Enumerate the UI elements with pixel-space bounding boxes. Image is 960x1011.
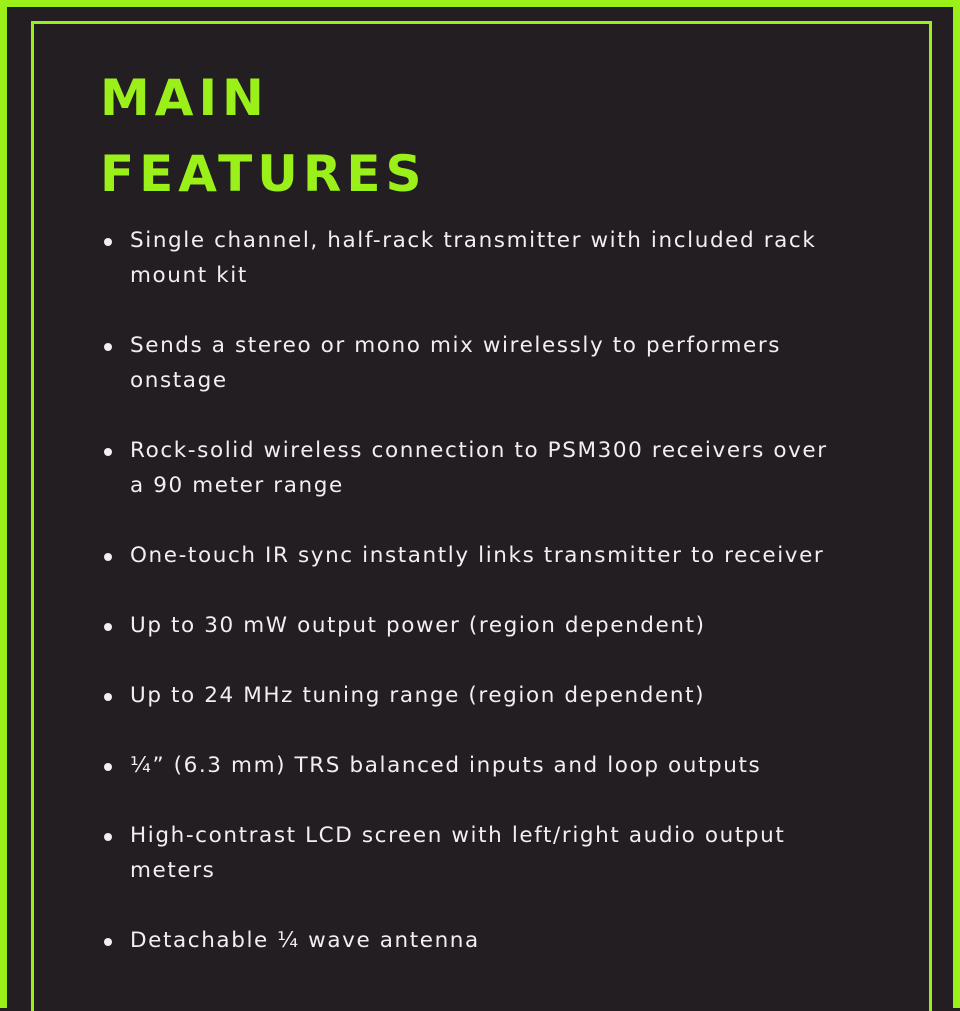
bullet-icon <box>104 343 112 351</box>
bullet-icon <box>104 938 112 946</box>
bullet-icon <box>104 448 112 456</box>
feature-text: One-touch IR sync instantly links transmitter to receiver <box>130 543 825 568</box>
list-item <box>104 223 844 293</box>
bullet-icon <box>104 553 112 561</box>
list-item <box>104 923 844 958</box>
feature-text: Sends a stereo or mono mix wirelessly to performers onstage <box>130 333 782 393</box>
list-item <box>104 678 844 713</box>
list-item <box>104 538 844 573</box>
feature-text: Single channel, half-rack transmitter with included rack mount kit <box>130 228 817 288</box>
feature-list <box>104 223 844 993</box>
feature-text: Up to 30 mW output power (region dependent) <box>130 613 706 638</box>
bullet-icon <box>104 238 112 246</box>
bullet-icon <box>104 623 112 631</box>
feature-text: Detachable ¼ wave antenna <box>130 928 480 953</box>
bullet-icon <box>104 763 112 771</box>
bullet-icon <box>104 693 112 701</box>
list-item <box>104 748 844 783</box>
heading-line-main: MAIN <box>100 69 269 127</box>
bullet-icon <box>104 833 112 841</box>
heading-line-features: FEATURES <box>100 145 427 203</box>
section-heading <box>100 60 427 212</box>
list-item <box>104 608 844 643</box>
feature-text: High-contrast LCD screen with left/right audio output meters <box>130 823 786 883</box>
list-item <box>104 328 844 398</box>
list-item <box>104 818 844 888</box>
feature-text: Up to 24 MHz tuning range (region dependent) <box>130 683 706 708</box>
list-item <box>104 433 844 503</box>
feature-text: ¼” (6.3 mm) TRS balanced inputs and loop outputs <box>130 753 762 778</box>
feature-text: Rock-solid wireless connection to PSM300 receivers over a 90 meter range <box>130 438 828 498</box>
